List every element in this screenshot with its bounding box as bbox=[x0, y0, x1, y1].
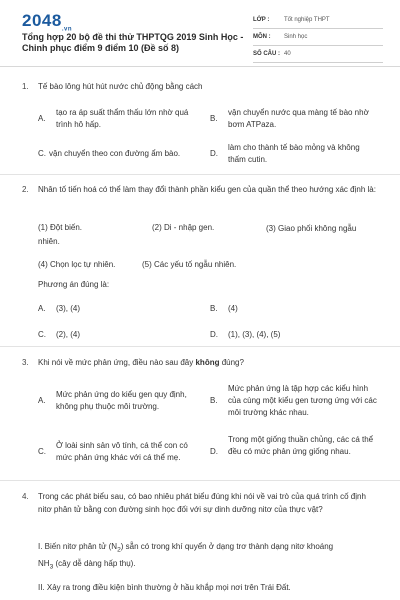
statement-1: I. Biến nitơ phân tử $(N_2)$ sẵn có trong khí quyển ở dạng trơ thành dạng nitơ khoáng $NH_3$ (cây dễ dàng hấp thụ). bbox=[38, 542, 334, 571]
question-2: 2. Nhân tố tiến hoá có thể làm thay đổi thành phần kiểu gen của quần thể theo hướng xác định là: (1) Đột biến. (2) Di - nhập gen. (3) Giao phối không ngẫu nhiên. (4) Chọn lọc tự nhiên. (5) Các yếu tố ngẫu nhiên. Phương án đúng là: A. (3), (4) B. (4) C. (2), (4) D. (1), (3), (4), (5) bbox=[22, 183, 382, 343]
factor-3: (3) Giao phối không ngẫu nhiên. bbox=[38, 224, 357, 246]
question-separator bbox=[0, 174, 400, 175]
emphasis-not: không bbox=[195, 358, 220, 367]
question-text: Khi nói về mức phản ứng, điều nào sau đây không đúng? bbox=[38, 358, 244, 367]
meta-row-subject: MÔN : Sinh học bbox=[253, 29, 383, 46]
meta-row-count: SỐ CÂU : 40 bbox=[253, 46, 383, 63]
logo-suffix: .vn bbox=[61, 26, 72, 33]
site-logo[interactable] bbox=[22, 11, 72, 32]
question-3: 3. Khi nói về mức phản ứng, điều nào sau đây không đúng? A. Mức phản ứng do kiểu gen quy định, không phụ thuộc môi trường. B. Mức phản ứng là tập hợp các kiểu hình của cùng một kiểu gen tương ứng với các môi trường khác nhau. C. Ở loài sinh sản vô tính, cá thể con có mức phản ứng khác với cá thể mẹ. D. Trong một giống thuần chủng, các cá thể đều có mức phản ứng giống nhau. bbox=[22, 358, 377, 462]
exam-title: Tổng hợp 20 bộ đề thi thử THPTQG 2019 Sinh Học - Chinh phục điểm 9 điểm 10 (Đề số 8) bbox=[22, 32, 244, 53]
question-number: 1. bbox=[22, 82, 29, 91]
answer-prompt: Phương án đúng là: bbox=[38, 280, 110, 289]
question-text: Trong các phát biểu sau, có bao nhiêu phát biểu đúng khi nói về vai trò của quá trình cố định nitơ phân tử bằng con đường sinh học đối với sự dinh dưỡng nitơ của thực vật? bbox=[38, 492, 366, 514]
question-number: 2. bbox=[22, 185, 29, 194]
question-separator bbox=[0, 346, 400, 347]
statement-2: II. Xảy ra trong điều kiện bình thường ở hầu khắp mọi nơi trên Trái Đất. bbox=[38, 583, 291, 592]
meta-row-class: LỚP : Tốt nghiệp THPT bbox=[253, 12, 383, 29]
header-divider bbox=[0, 66, 400, 67]
question-text: Tế bào lông hút hút nước chủ động bằng cách bbox=[38, 82, 203, 91]
factor-5: (5) Các yếu tố ngẫu nhiên. bbox=[142, 260, 237, 269]
question-4 bbox=[22, 490, 382, 598]
question-separator bbox=[0, 480, 400, 481]
question-text: Nhân tố tiến hoá có thể làm thay đổi thành phần kiểu gen của quần thể theo hướng xác định là: bbox=[38, 185, 376, 194]
question-1: 1. Tế bào lông hút hút nước chủ động bằng cách A. tạo ra áp suất thẩm thấu lớn nhờ quá trình hô hấp. B. vận chuyển nước qua màng tế bào nhờ bơm ATPaza. C. vận chuyển theo con đường ẩm bào. D. làm cho thành tế bào mỏng và không thấm cutin. bbox=[22, 80, 382, 172]
question-number: 4. bbox=[22, 492, 29, 501]
document-header bbox=[0, 0, 400, 64]
question-number: 3. bbox=[22, 358, 29, 367]
logo-text: 2048 bbox=[22, 11, 62, 30]
exam-meta bbox=[253, 12, 383, 63]
factor-2: (2) Di - nhập gen. bbox=[152, 223, 215, 232]
factor-1: (1) Đột biến. bbox=[38, 223, 83, 232]
factor-4: (4) Chọn lọc tự nhiên. bbox=[38, 260, 116, 269]
